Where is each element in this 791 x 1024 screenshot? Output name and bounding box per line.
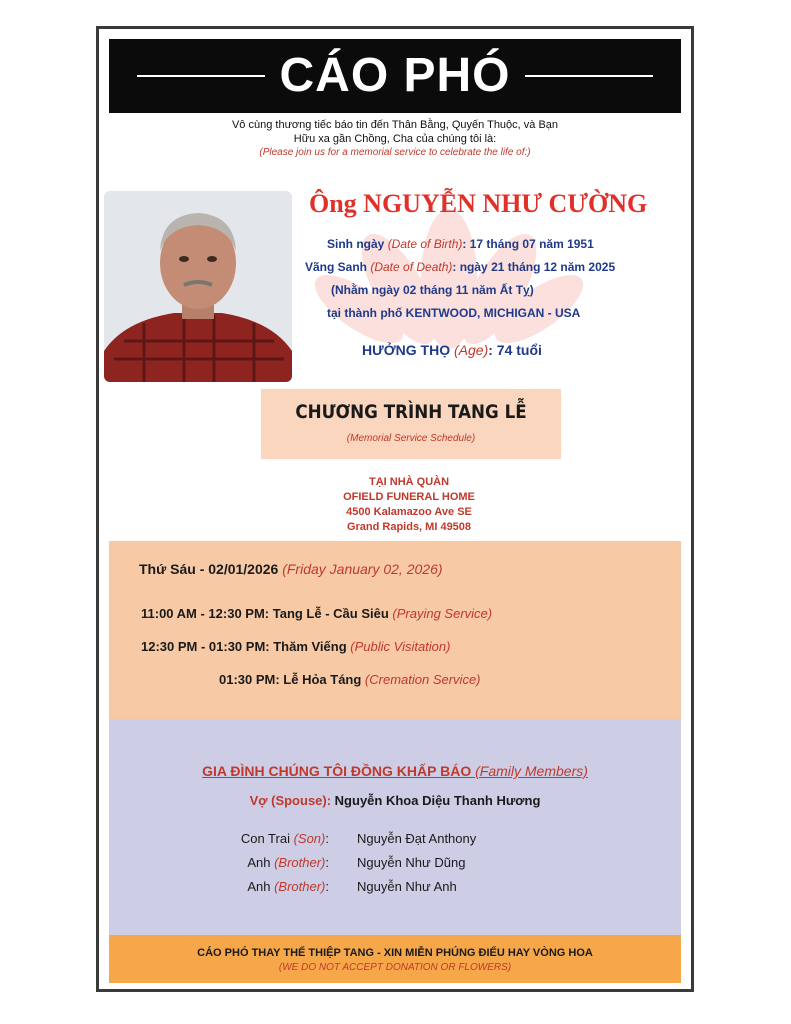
date-of-birth: [327, 237, 594, 251]
banner-rule-right: [525, 75, 653, 77]
banner-rule-left: [137, 75, 265, 77]
member-relation: Con Trai (Son):: [240, 831, 329, 846]
age-at-death: [362, 342, 542, 358]
portrait-icon: [104, 191, 292, 382]
footer-notice: [109, 935, 681, 983]
event-time: 11:00 AM - 12:30 PM: Tang Lễ - Cầu Siêu: [141, 606, 393, 621]
intro-english: (Please join us for a memorial service to celebrate the life of:): [259, 147, 531, 158]
venue-line-1: TẠI NHÀ QUÀN: [368, 476, 450, 488]
date-of-death: [305, 260, 615, 274]
member-relation: Anh (Brother):: [247, 879, 329, 894]
city-of-death: tại thành phố KENTWOOD, MICHIGAN - USA: [327, 306, 581, 320]
member-name: Nguyễn Đạt Anthony: [357, 831, 477, 846]
relation-label: Anh: [247, 855, 275, 870]
age-value: : 74 tuổi: [488, 342, 542, 358]
relation-english: (Brother): [274, 855, 326, 870]
schedule-title: CHƯƠNG TRÌNH TANG LỄ: [295, 401, 527, 423]
member-name: Nguyễn Như Dũng: [357, 855, 466, 870]
title-banner: [109, 39, 681, 113]
family-members-box: [109, 719, 681, 935]
intro-line-1: Vô cùng thương tiếc báo tin đến Thân Bằng, Quyến Thuộc, và Bạn: [231, 119, 559, 131]
relation-english: (Son): [293, 831, 326, 846]
age-label: HƯỞNG THỌ: [362, 342, 454, 358]
venue-street: 4500 Kalamazoo Ave SE: [346, 506, 472, 518]
service-day: [139, 561, 443, 577]
dod-value: : ngày 21 tháng 12 năm 2025: [452, 260, 616, 274]
dob-label: Sinh ngày: [327, 237, 388, 251]
event-english: (Praying Service): [392, 606, 493, 621]
event-english: (Cremation Service): [364, 672, 481, 687]
portrait-photo: [104, 191, 292, 382]
family-heading-label: GIA ĐÌNH CHÚNG TÔI ĐỒNG KHẤP BÁO: [202, 763, 476, 779]
member-relation: Anh (Brother):: [247, 855, 329, 870]
spouse-name: Nguyễn Khoa Diệu Thanh Hương: [334, 793, 541, 808]
service-day-english: (Friday January 02, 2026): [282, 561, 443, 577]
deceased-name: Ông NGUYỄN NHƯ CƯỜNG: [309, 189, 648, 218]
dod-english: (Date of Death): [370, 260, 453, 274]
dod-label: Vãng Sanh: [305, 260, 371, 274]
event-item: [219, 672, 481, 687]
service-timeline-box: [109, 541, 681, 719]
venue-name: OFIELD FUNERAL HOME: [343, 491, 475, 503]
age-english: (Age): [454, 342, 489, 358]
dob-english: (Date of Birth): [387, 237, 463, 251]
event-item: [141, 606, 492, 621]
footer-notice-vietnamese: CÁO PHÓ THAY THẾ THIỆP TANG - XIN MIỄN PHÚNG ĐIẾU HAY VÒNG HOA: [197, 947, 593, 959]
obituary-sheet: [96, 26, 694, 992]
family-heading: [109, 763, 681, 779]
schedule-heading-box: [261, 389, 561, 459]
dob-value: : 17 tháng 07 năm 1951: [462, 237, 594, 251]
schedule-subtitle: (Memorial Service Schedule): [346, 433, 476, 444]
relation-label: Anh: [247, 879, 275, 894]
lunar-date: (Nhằm ngày 02 tháng 11 năm Ất Tỵ): [331, 283, 534, 297]
event-time: 01:30 PM: Lễ Hỏa Táng: [219, 672, 365, 687]
footer-notice-english: (WE DO NOT ACCEPT DONATION OR FLOWERS): [278, 962, 512, 973]
member-name: Nguyễn Như Anh: [357, 879, 457, 894]
relation-label: Con Trai: [240, 831, 294, 846]
page-title: CÁO PHÓ: [279, 49, 511, 102]
event-item: [141, 639, 450, 654]
venue-city: Grand Rapids, MI 49508: [346, 521, 472, 533]
family-heading-english: (Family Members): [475, 763, 588, 779]
relation-english: (Brother): [274, 879, 326, 894]
intro-line-2: Hữu xa gần Chồng, Cha của chúng tôi là:: [293, 133, 497, 145]
event-time: 12:30 PM - 01:30 PM: Thăm Viếng: [141, 639, 351, 654]
spouse-label: Vợ (Spouse):: [249, 793, 335, 808]
service-day-label: Thứ Sáu - 02/01/2026: [139, 561, 283, 577]
event-english: (Public Visitation): [350, 639, 451, 654]
spouse-line: [109, 793, 681, 808]
